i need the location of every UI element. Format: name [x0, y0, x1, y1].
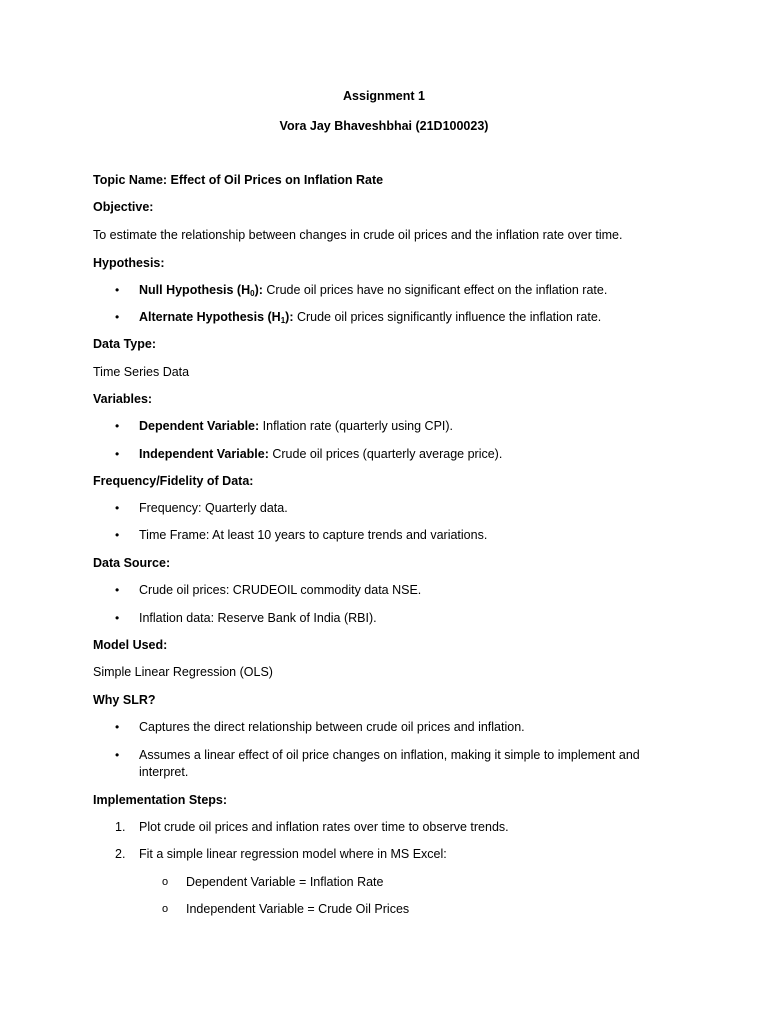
frequency-item: Frequency: Quarterly data.: [139, 501, 288, 515]
hypothesis-heading: Hypothesis:: [93, 256, 165, 270]
sub-item: Dependent Variable = Inflation Rate: [186, 875, 384, 889]
objective-text: To estimate the relationship between changes in crude oil prices and the inflation rate over time.: [93, 228, 623, 242]
crude-oil-source-item: Crude oil prices: CRUDEOIL commodity data NSE.: [139, 583, 422, 597]
null-hypothesis-text: Crude oil prices have no significant effect on the inflation rate.: [262, 283, 608, 297]
model-text: Simple Linear Regression (OLS): [93, 665, 273, 679]
bullet-icon: •: [115, 583, 120, 597]
data-type-heading: Data Type:: [93, 337, 156, 351]
bullet-icon: •: [115, 748, 120, 762]
bullet-icon: •: [115, 310, 120, 324]
alt-hypothesis-label: Alternate Hypothesis $(H_1)$:: [139, 310, 294, 325]
bullet-icon: •: [115, 611, 120, 625]
independent-variable-text: Crude oil prices (quarterly average price).: [268, 447, 503, 461]
alt-hypothesis-item: [139, 309, 601, 329]
independent-variable-item: [139, 446, 502, 463]
dependent-variable-item: [139, 418, 453, 435]
objective-heading: Objective:: [93, 200, 154, 214]
bullet-icon: •: [115, 447, 120, 461]
why-slr-item: Captures the direct relationship between crude oil prices and inflation.: [139, 720, 525, 734]
implementation-heading: Implementation Steps:: [93, 793, 228, 807]
bullet-icon: •: [115, 528, 120, 542]
sub-item: Independent Variable = Crude Oil Prices: [186, 902, 410, 916]
step-number: 2.: [115, 847, 126, 861]
data-type-text: Time Series Data: [93, 365, 190, 379]
author-line: Vora Jay Bhaveshbhai (21D100023): [279, 119, 489, 133]
inflation-source-item: Inflation data: Reserve Bank of India (RBI).: [139, 611, 377, 625]
circle-bullet-icon: o: [162, 876, 169, 888]
null-hypothesis-item: [139, 282, 607, 302]
topic-heading: Topic Name: Effect of Oil Prices on Inflation Rate: [93, 173, 384, 187]
independent-variable-label: Independent Variable:: [139, 447, 269, 461]
frequency-heading: Frequency/Fidelity of Data:: [93, 474, 254, 488]
bullet-icon: •: [115, 419, 120, 433]
why-slr-item-continued: interpret.: [139, 765, 189, 779]
bullet-icon: •: [115, 501, 120, 515]
step-number: 1.: [115, 820, 126, 834]
model-heading: Model Used:: [93, 638, 168, 652]
variables-heading: Variables:: [93, 392, 153, 406]
null-hypothesis-label: Null Hypothesis $(H_0)$:: [139, 283, 263, 298]
dependent-variable-label: Dependent Variable:: [139, 419, 260, 433]
circle-bullet-icon: o: [162, 903, 169, 915]
data-source-heading: Data Source:: [93, 556, 171, 570]
bullet-icon: •: [115, 720, 120, 734]
why-slr-item: Assumes a linear effect of oil price changes on inflation, making it simple to implement and: [139, 748, 640, 762]
alt-hypothesis-text: Crude oil prices significantly influence the inflation rate.: [293, 310, 602, 324]
document-title: Assignment 1: [343, 89, 425, 103]
why-slr-heading: Why SLR?: [93, 693, 156, 707]
implementation-step: Fit a simple linear regression model where in MS Excel:: [139, 847, 447, 861]
implementation-step: Plot crude oil prices and inflation rates over time to observe trends.: [139, 820, 509, 834]
bullet-icon: •: [115, 283, 120, 297]
dependent-variable-text: Inflation rate (quarterly using CPI).: [259, 419, 454, 433]
time-frame-item: Time Frame: At least 10 years to capture trends and variations.: [139, 528, 488, 542]
